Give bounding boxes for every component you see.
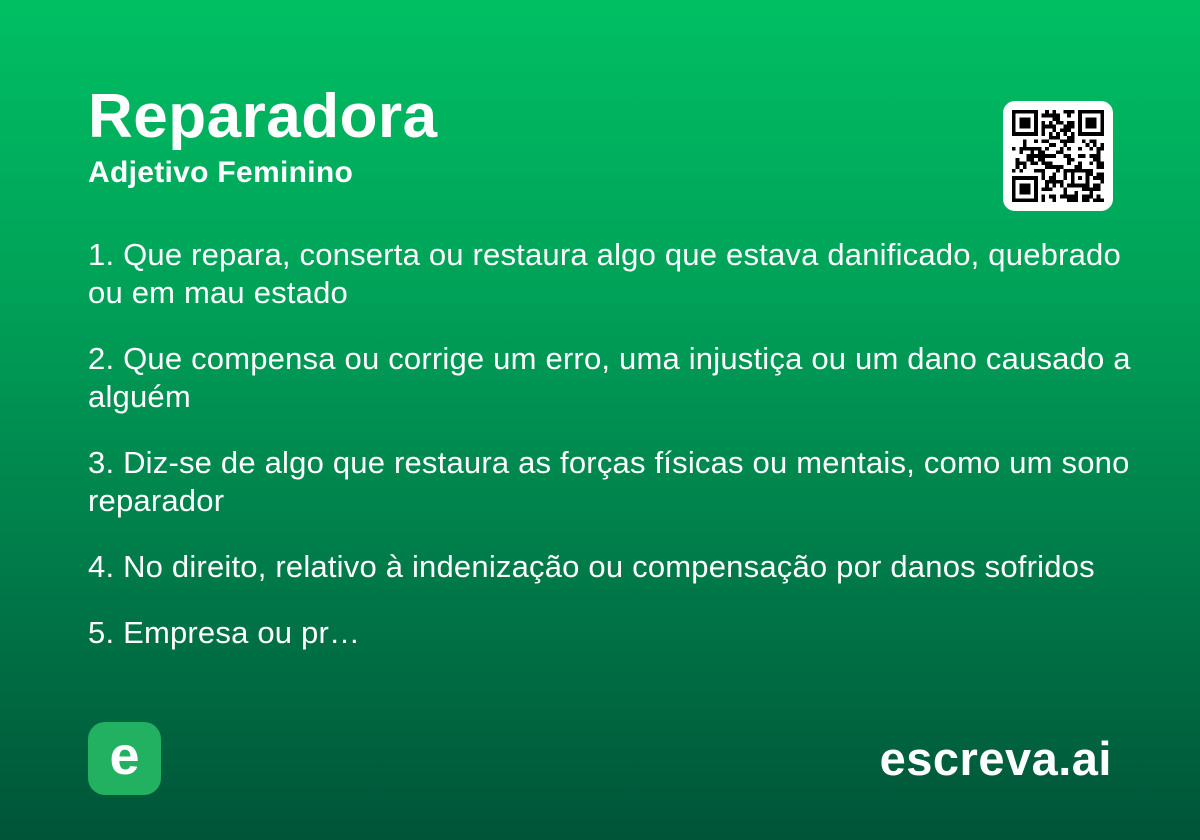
definition-item: 4. No direito, relativo à indenização ou compensação por danos sofridos [88,549,1095,584]
escreva-logo-icon [88,722,161,795]
word-grammar-class: Adjetivo Feminino [88,156,354,189]
footer [88,722,1112,795]
qr-code-pattern [1012,110,1104,202]
definition-item: 2. Que compensa ou corrige um erro, uma injustiça ou um dano causado a alguém [88,341,1131,414]
definitions-list [88,236,1135,652]
word-title: Reparadora [88,82,438,151]
logo-letter: e [109,725,140,786]
definition-item: 5. Empresa ou pr… [88,615,361,650]
qr-code-icon [1003,101,1113,211]
definition-item: 3. Diz-se de algo que restaura as forças físicas ou mentais, como um sono reparador [88,445,1130,518]
brand-name: escreva.ai [879,732,1112,785]
card-content [88,0,1135,680]
definition-item: 1. Que repara, conserta ou restaura algo que estava danificado, quebrado ou em mau estado [88,237,1121,310]
